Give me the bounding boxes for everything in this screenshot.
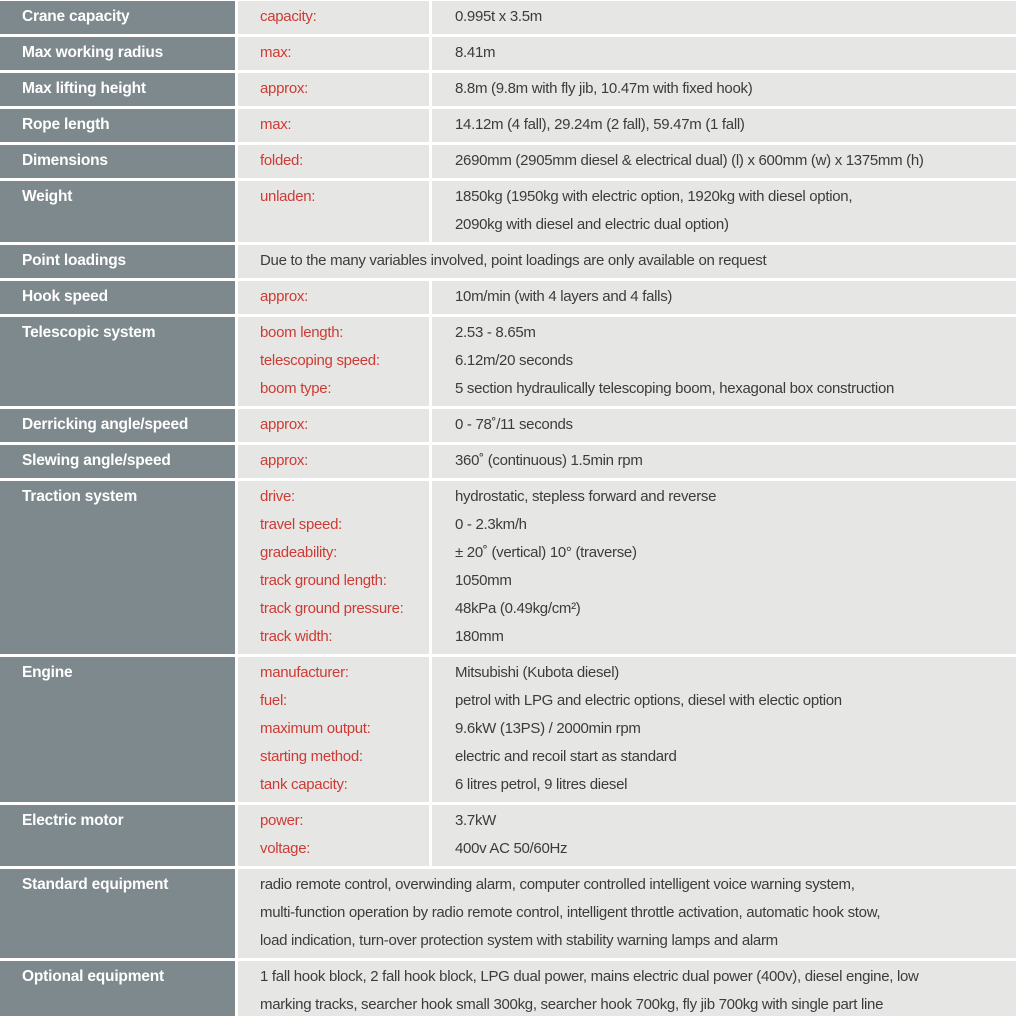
spec-row	[0, 869, 1024, 958]
row-header-label: Electric motor	[22, 812, 124, 829]
spec-value-line: 0.995t x 3.5m	[455, 8, 542, 25]
spec-row	[0, 245, 1024, 278]
row-header-label: Traction system	[22, 488, 138, 505]
spec-value-line: 14.12m (4 fall), 29.24m (2 fall), 59.47m (1 fall)	[455, 116, 745, 133]
spec-value-cell	[432, 73, 1016, 106]
spec-value-line: 48kPa (0.49kg/cm²)	[455, 600, 581, 617]
spec-label-cell	[238, 181, 429, 242]
spec-value-cell	[432, 181, 1016, 242]
spec-value-cell	[432, 109, 1016, 142]
row-header-cell	[0, 145, 235, 178]
merged-value-cell	[238, 245, 1016, 278]
spec-row	[0, 657, 1024, 802]
spec-value-line: 400v AC 50/60Hz	[455, 840, 568, 857]
spec-row	[0, 1, 1024, 34]
spec-label: track width:	[260, 628, 333, 645]
spec-label: max:	[260, 116, 292, 133]
spec-row	[0, 317, 1024, 406]
spec-label-cell	[238, 445, 429, 478]
row-header-cell	[0, 73, 235, 106]
spec-row	[0, 73, 1024, 106]
spec-label-cell	[238, 37, 429, 70]
spec-value-line: 5 section hydraulically telescoping boom, hexagonal box construction	[455, 380, 895, 397]
spec-value-line: 2090kg with diesel and electric dual option)	[455, 216, 729, 233]
spec-value-line: 0 - 78˚/11 seconds	[455, 416, 573, 433]
spec-label: folded:	[260, 152, 303, 169]
merged-value-cell	[238, 961, 1016, 1016]
spec-label: approx:	[260, 80, 308, 97]
spec-value-line: electric and recoil start as standard	[455, 748, 677, 765]
row-header-cell	[0, 869, 235, 958]
spec-label: capacity:	[260, 8, 317, 25]
spec-label-cell	[238, 109, 429, 142]
spec-label: telescoping speed:	[260, 352, 380, 369]
spec-value-cell	[432, 145, 1016, 178]
row-header-label: Telescopic system	[22, 324, 156, 341]
spec-label: fuel:	[260, 692, 287, 709]
spec-value-cell	[432, 657, 1016, 802]
spec-label: voltage:	[260, 840, 311, 857]
merged-value-line: Due to the many variables involved, point loadings are only available on request	[260, 252, 767, 269]
spec-value-line: 8.41m	[455, 44, 496, 61]
spec-value-line: 6.12m/20 seconds	[455, 352, 573, 369]
spec-value-line: 3.7kW	[455, 812, 497, 829]
row-header-cell	[0, 245, 235, 278]
row-header-cell	[0, 281, 235, 314]
row-header-label: Rope length	[22, 116, 110, 133]
spec-value-cell	[432, 317, 1016, 406]
spec-value-cell	[432, 409, 1016, 442]
merged-value-line: marking tracks, searcher hook small 300kg, searcher hook 700kg, fly jib 700kg with single part line	[260, 996, 884, 1013]
spec-label: track ground pressure:	[260, 600, 404, 617]
spec-value-line: 180mm	[455, 628, 504, 645]
row-header-label: Standard equipment	[22, 876, 169, 893]
spec-label: travel speed:	[260, 516, 342, 533]
spec-value-line: ± 20˚ (vertical) 10° (traverse)	[455, 544, 637, 561]
spec-label-cell	[238, 1, 429, 34]
spec-label: track ground length:	[260, 572, 387, 589]
spec-label-cell	[238, 145, 429, 178]
spec-value-cell	[432, 1, 1016, 34]
spec-row	[0, 409, 1024, 442]
row-header-label: Crane capacity	[22, 8, 130, 25]
spec-label-cell	[238, 409, 429, 442]
row-header-label: Max working radius	[22, 44, 164, 61]
spec-label: approx:	[260, 288, 308, 305]
row-header-cell	[0, 317, 235, 406]
merged-value-line: multi-function operation by radio remote control, intelligent throttle activation, automatic hook stow,	[260, 904, 881, 921]
spec-value-line: 9.6kW (13PS) / 2000min rpm	[455, 720, 641, 737]
row-header-label: Optional equipment	[22, 968, 164, 985]
spec-value-line: hydrostatic, stepless forward and reverse	[455, 488, 717, 505]
spec-label: approx:	[260, 416, 308, 433]
spec-value-line: 360˚ (continuous) 1.5min rpm	[455, 452, 643, 469]
spec-label: boom length:	[260, 324, 344, 341]
row-header-label: Point loadings	[22, 252, 126, 269]
row-header-cell	[0, 445, 235, 478]
merged-value-line: radio remote control, overwinding alarm, computer controlled intelligent voice warning system,	[260, 876, 855, 893]
row-header-cell	[0, 109, 235, 142]
spec-value-line: Mitsubishi (Kubota diesel)	[455, 664, 619, 681]
row-header-cell	[0, 657, 235, 802]
spec-label: boom type:	[260, 380, 332, 397]
merged-value-line: load indication, turn-over protection system with stability warning lamps and alarm	[260, 932, 778, 949]
spec-row	[0, 109, 1024, 142]
spec-value-cell	[432, 37, 1016, 70]
spec-value-cell	[432, 805, 1016, 866]
spec-row	[0, 37, 1024, 70]
row-header-label: Dimensions	[22, 152, 108, 169]
merged-value-cell	[238, 869, 1016, 958]
row-header-cell	[0, 37, 235, 70]
row-header-cell	[0, 1, 235, 34]
row-header-cell	[0, 481, 235, 654]
spec-label-cell	[238, 481, 429, 654]
spec-label: maximum output:	[260, 720, 371, 737]
row-header-label: Slewing angle/speed	[22, 452, 171, 469]
spec-label-cell	[238, 281, 429, 314]
spec-value-line: 2.53 - 8.65m	[455, 324, 536, 341]
spec-value-line: 10m/min (with 4 layers and 4 falls)	[455, 288, 673, 305]
spec-value-line: 1050mm	[455, 572, 512, 589]
spec-value-line: 8.8m (9.8m with fly jib, 10.47m with fixed hook)	[455, 80, 753, 97]
spec-row	[0, 961, 1024, 1016]
spec-row	[0, 805, 1024, 866]
spec-value-cell	[432, 481, 1016, 654]
spec-label-cell	[238, 657, 429, 802]
row-header-cell	[0, 805, 235, 866]
spec-value-line: 6 litres petrol, 9 litres diesel	[455, 776, 628, 793]
spec-value-line: 2690mm (2905mm diesel & electrical dual) (l) x 600mm (w) x 1375mm (h)	[455, 152, 924, 169]
spec-label: starting method:	[260, 748, 363, 765]
spec-value-cell	[432, 281, 1016, 314]
row-header-label: Weight	[22, 188, 73, 205]
row-header-cell	[0, 409, 235, 442]
spec-label: approx:	[260, 452, 308, 469]
spec-row	[0, 181, 1024, 242]
row-header-label: Derricking angle/speed	[22, 416, 189, 433]
merged-value-line: 1 fall hook block, 2 fall hook block, LPG dual power, mains electric dual power (400v), diesel engine, low	[260, 968, 919, 985]
spec-label: power:	[260, 812, 304, 829]
spec-label: drive:	[260, 488, 295, 505]
row-header-cell	[0, 181, 235, 242]
row-header-label: Engine	[22, 664, 73, 681]
spec-value-line: petrol with LPG and electric options, diesel with electic option	[455, 692, 842, 709]
spec-label: unladen:	[260, 188, 316, 205]
spec-row	[0, 145, 1024, 178]
spec-label-cell	[238, 73, 429, 106]
spec-label: tank capacity:	[260, 776, 348, 793]
spec-label: manufacturer:	[260, 664, 349, 681]
spec-row	[0, 445, 1024, 478]
spec-row	[0, 281, 1024, 314]
spec-label: gradeability:	[260, 544, 337, 561]
row-header-cell	[0, 961, 235, 1016]
spec-value-cell	[432, 445, 1016, 478]
spec-value-line: 0 - 2.3km/h	[455, 516, 527, 533]
row-header-label: Max lifting height	[22, 80, 146, 97]
spec-label-cell	[238, 805, 429, 866]
spec-label: max:	[260, 44, 292, 61]
spec-value-line: 1850kg (1950kg with electric option, 1920kg with diesel option,	[455, 188, 853, 205]
spec-row	[0, 481, 1024, 654]
spec-label-cell	[238, 317, 429, 406]
row-header-label: Hook speed	[22, 288, 108, 305]
